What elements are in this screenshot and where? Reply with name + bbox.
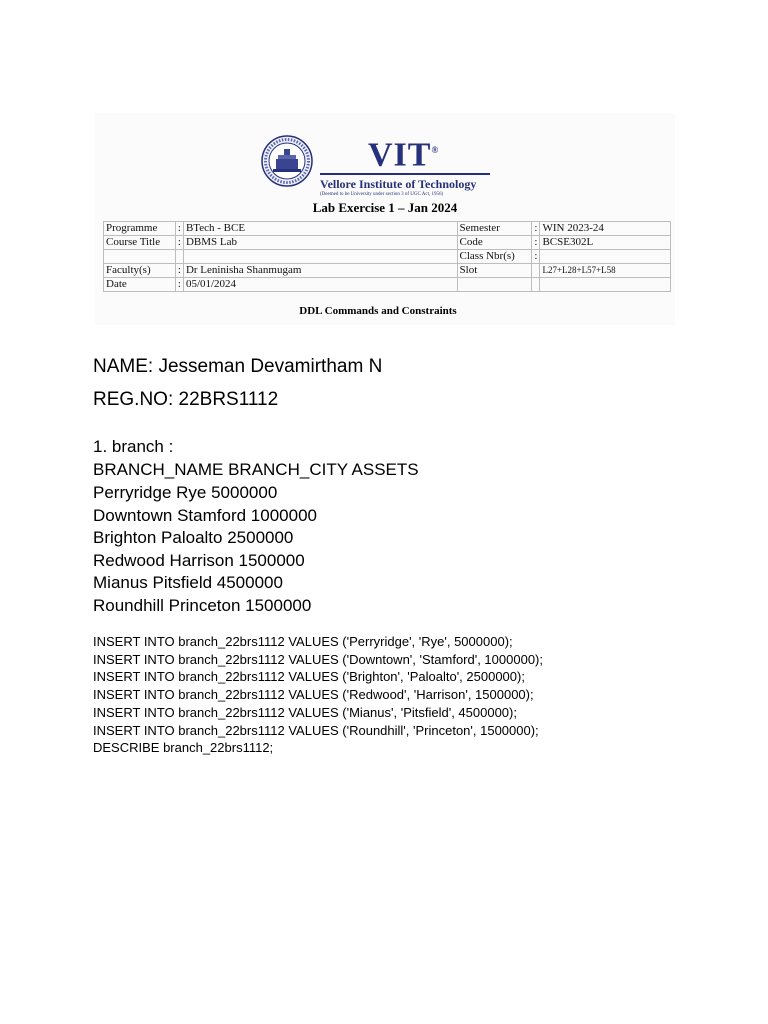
registration-number: REG.NO: 22BRS1112: [93, 389, 279, 410]
info-cell: [532, 278, 540, 292]
brand-block: [320, 133, 490, 198]
section-title: DDL Commands and Constraints: [299, 305, 457, 317]
info-cell: :: [532, 250, 540, 264]
info-cell: :: [175, 222, 183, 236]
info-cell: Dr Leninisha Shanmugam: [183, 264, 457, 278]
info-cell: Programme: [104, 222, 176, 236]
info-cell: Course Title: [104, 236, 176, 250]
column-headers: BRANCH_NAME BRANCH_CITY ASSETS: [93, 460, 419, 479]
info-cell: BCSE302L: [540, 236, 671, 250]
info-cell: L27+L28+L57+L58: [540, 264, 671, 278]
course-info-table: [103, 221, 671, 292]
info-cell: Class Nbr(s): [457, 250, 532, 264]
info-cell: [540, 278, 671, 292]
logo-row: [95, 133, 675, 203]
sql-line: INSERT INTO branch_22brs1112 VALUES ('Perryridge', 'Rye', 5000000);: [93, 634, 513, 649]
branch-row: Brighton Paloalto 2500000: [93, 528, 294, 547]
brand-mark: VIT®: [368, 136, 440, 174]
info-row: [104, 278, 671, 292]
sql-line: INSERT INTO branch_22brs1112 VALUES ('Brighton', 'Paloalto', 2500000);: [93, 669, 525, 685]
info-cell: 05/01/2024: [183, 278, 457, 292]
sql-line: INSERT INTO branch_22brs1112 VALUES ('Mianus', 'Pitsfield', 4500000);: [93, 704, 517, 720]
branch-row: Roundhill Princeton 1500000: [93, 595, 312, 615]
university-seal-icon: [261, 135, 313, 187]
branch-row: Perryridge Rye 5000000: [93, 483, 278, 502]
info-cell: [532, 264, 540, 278]
branch-row: Downtown Stamford 1000000: [93, 505, 317, 525]
info-cell: :: [175, 236, 183, 250]
brand-rule: [320, 173, 490, 175]
info-cell: [175, 250, 183, 264]
institute-subtitle: (Deemed to be University under section 3 of UGC Act, 1956): [320, 192, 444, 198]
branch-row: Redwood Harrison 1500000: [93, 550, 305, 570]
info-cell: BTech - BCE: [183, 222, 457, 236]
institute-name: Vellore Institute of Technology: [320, 177, 477, 192]
info-cell: [183, 250, 457, 264]
info-row: [104, 250, 671, 264]
document-header: [95, 113, 675, 325]
question-title: 1. branch :: [93, 437, 174, 456]
branch-row: Mianus Pitsfield 4500000: [93, 573, 283, 592]
info-cell: [540, 250, 671, 264]
sql-line: INSERT INTO branch_22brs1112 VALUES ('Roundhill', 'Princeton', 1500000);: [93, 722, 539, 738]
info-cell: :: [532, 222, 540, 236]
student-name: NAME: Jesseman Devamirtham N: [93, 356, 383, 377]
info-row: [104, 264, 671, 278]
info-cell: DBMS Lab: [183, 236, 457, 250]
sql-line: INSERT INTO branch_22brs1112 VALUES ('Redwood', 'Harrison', 1500000);: [93, 687, 534, 703]
info-cell: [104, 250, 176, 264]
info-cell: Semester: [457, 222, 532, 236]
info-cell: :: [175, 278, 183, 292]
info-cell: :: [532, 236, 540, 250]
lab-exercise-title: Lab Exercise 1 – Jan 2024: [312, 200, 458, 215]
sql-statements: [93, 633, 543, 757]
info-cell: Date: [104, 278, 176, 292]
info-cell: [457, 278, 532, 292]
info-cell: Faculty(s): [104, 264, 176, 278]
branch-data-rows: [93, 482, 317, 617]
info-cell: :: [175, 264, 183, 278]
info-cell: Slot: [457, 264, 532, 278]
sql-line: DESCRIBE branch_22brs1112;: [93, 740, 274, 756]
info-cell: WIN 2023-24: [540, 222, 671, 236]
sql-line: INSERT INTO branch_22brs1112 VALUES ('Downtown', 'Stamford', 1000000);: [93, 651, 543, 667]
info-row: [104, 222, 671, 236]
info-row: [104, 236, 671, 250]
info-cell: Code: [457, 236, 532, 250]
